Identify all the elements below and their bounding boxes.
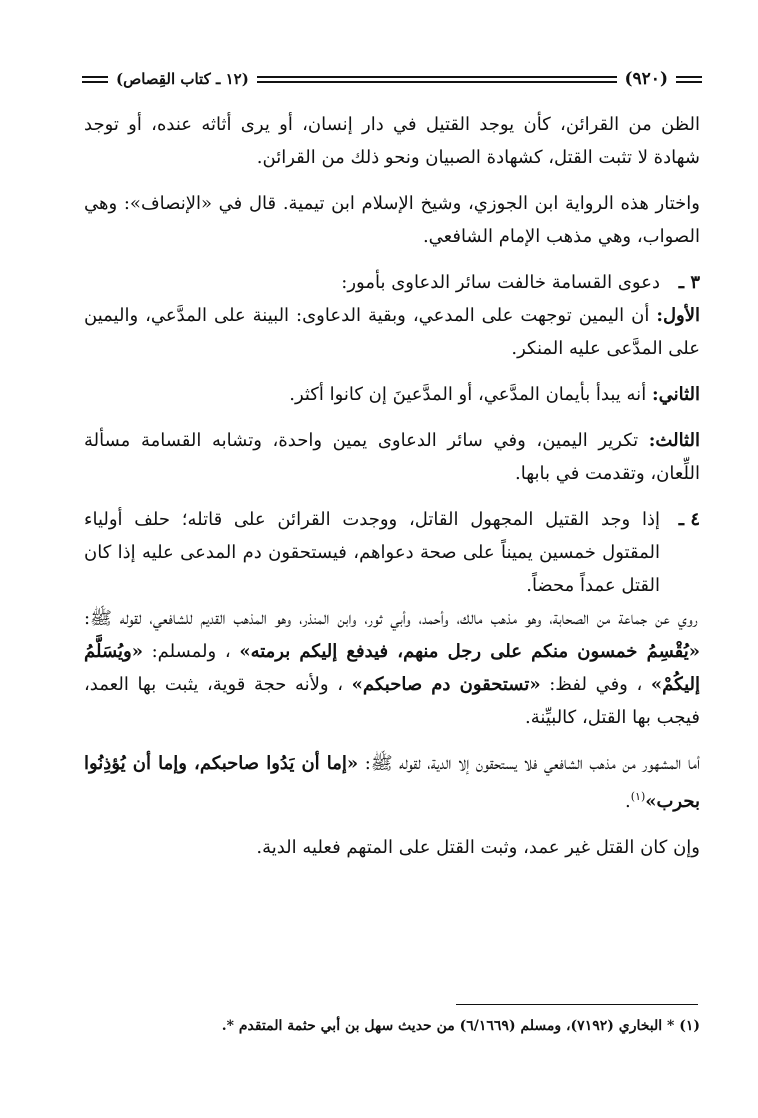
item-number: ٤ ـ bbox=[678, 509, 700, 530]
header-rule-middle bbox=[257, 76, 617, 83]
page-header bbox=[82, 68, 702, 90]
hadith-quote: «تستحقون دم صاحبكم» bbox=[351, 674, 541, 695]
point-first bbox=[84, 299, 700, 365]
point-text: أن اليمين توجهت على المدعي، وبقية الدعاوى: البينة على المدَّعي، واليمين على المدَّعى عليه المنكر. bbox=[84, 305, 700, 359]
hadith-quote: «إما أن يَدُوا صاحبكم، وإما أن يُؤذِنُوا بحرب» bbox=[84, 753, 700, 812]
item-text: دعوى القسامة خالفت سائر الدعاوى بأمور: bbox=[341, 272, 660, 293]
text-segment: روي عن جماعة من الصحابة، وهو مذهب مالك، وأحمد، وأبي ثور، وابن المنذر، وهو المذهب القديم للشافعي، لقوله ﷺ: bbox=[84, 608, 698, 629]
list-item-4 bbox=[84, 503, 700, 602]
point-label: الثالث: bbox=[648, 430, 700, 451]
point-label: الثاني: bbox=[651, 384, 700, 405]
paragraph-qaraain: الظن من القرائن، كأن يوجد القتيل في دار إنسان، أو يرى أثاثه عنده، أو توجد شهادة لا تثبت القتل، كشهادة الصبيان ونحو ذلك من القرائن. bbox=[84, 114, 700, 168]
footnote: (١) * البخاري (٧١٩٢)، ومسلم (٦/١٦٦٩) من حديث سهل بن أبي حثمة المتقدم *. bbox=[221, 1018, 700, 1034]
paragraph-ikhtiyar: واختار هذه الرواية ابن الجوزي، وشيخ الإسلام ابن تيمية. قال في «الإنصاف»: وهي الصواب، وهي مذهب الإمام الشافعي. bbox=[84, 193, 700, 247]
paragraph-rowi bbox=[84, 602, 700, 734]
list-item-3 bbox=[84, 266, 700, 299]
page-number: (٩٢٠) bbox=[624, 69, 668, 89]
item-number: ٣ ـ bbox=[678, 272, 700, 293]
point-text: أنه يبدأ بأيمان المدَّعي، أو المدَّعينَ إن كانوا أكثر. bbox=[289, 384, 647, 405]
point-third bbox=[84, 424, 700, 490]
chapter-title: (١٢ ـ كتاب القِصاص) bbox=[116, 70, 249, 88]
point-second bbox=[84, 378, 700, 411]
text-segment: ، وفي لفظ: bbox=[540, 674, 643, 695]
text-segment: . bbox=[624, 791, 631, 812]
hadith-quote: «يُقْسِمُ خمسون منكم على رجل منهم، فيدفع إليكم برمته» bbox=[239, 641, 700, 662]
footnote-separator bbox=[456, 1004, 698, 1005]
text-segment: أما المشهور من مذهب الشافعي فلا يستحقون إلا الدية، لقوله ﷺ: bbox=[358, 753, 701, 774]
page-body bbox=[84, 108, 700, 877]
item-text: إذا وجد القتيل المجهول القاتل، ووجدت القرائن على قاتله؛ حلف أولياء المقتول خمسين يميناً على صحة دعواهم، فيستحقون دم المدعى عليه إذا كان القتل عمداً محضاً. bbox=[84, 509, 660, 596]
point-label: الأول: bbox=[656, 305, 700, 326]
header-rule-left bbox=[82, 76, 108, 83]
paragraph-amma bbox=[84, 747, 700, 818]
text-segment: ، ولأنه حجة قوية، يثبت بها العمد، فيجب بها القتل، كالبيِّنة. bbox=[84, 674, 700, 728]
hadith-quote: «ويُسَلَّمُ إليكُمْ» bbox=[84, 641, 700, 695]
header-rule-right bbox=[676, 76, 702, 83]
text-segment: ، ولمسلم: bbox=[142, 641, 231, 662]
footnote-reference: (١) bbox=[630, 790, 646, 803]
paragraph-last: وإن كان القتل غير عمد، وثبت القتل على المتهم فعليه الدية. bbox=[256, 837, 700, 858]
point-text: تكرير اليمين، وفي سائر الدعاوى يمين واحدة، وتشابه القسامة مسألة اللِّعان، وتقدمت في بابها. bbox=[84, 430, 700, 484]
